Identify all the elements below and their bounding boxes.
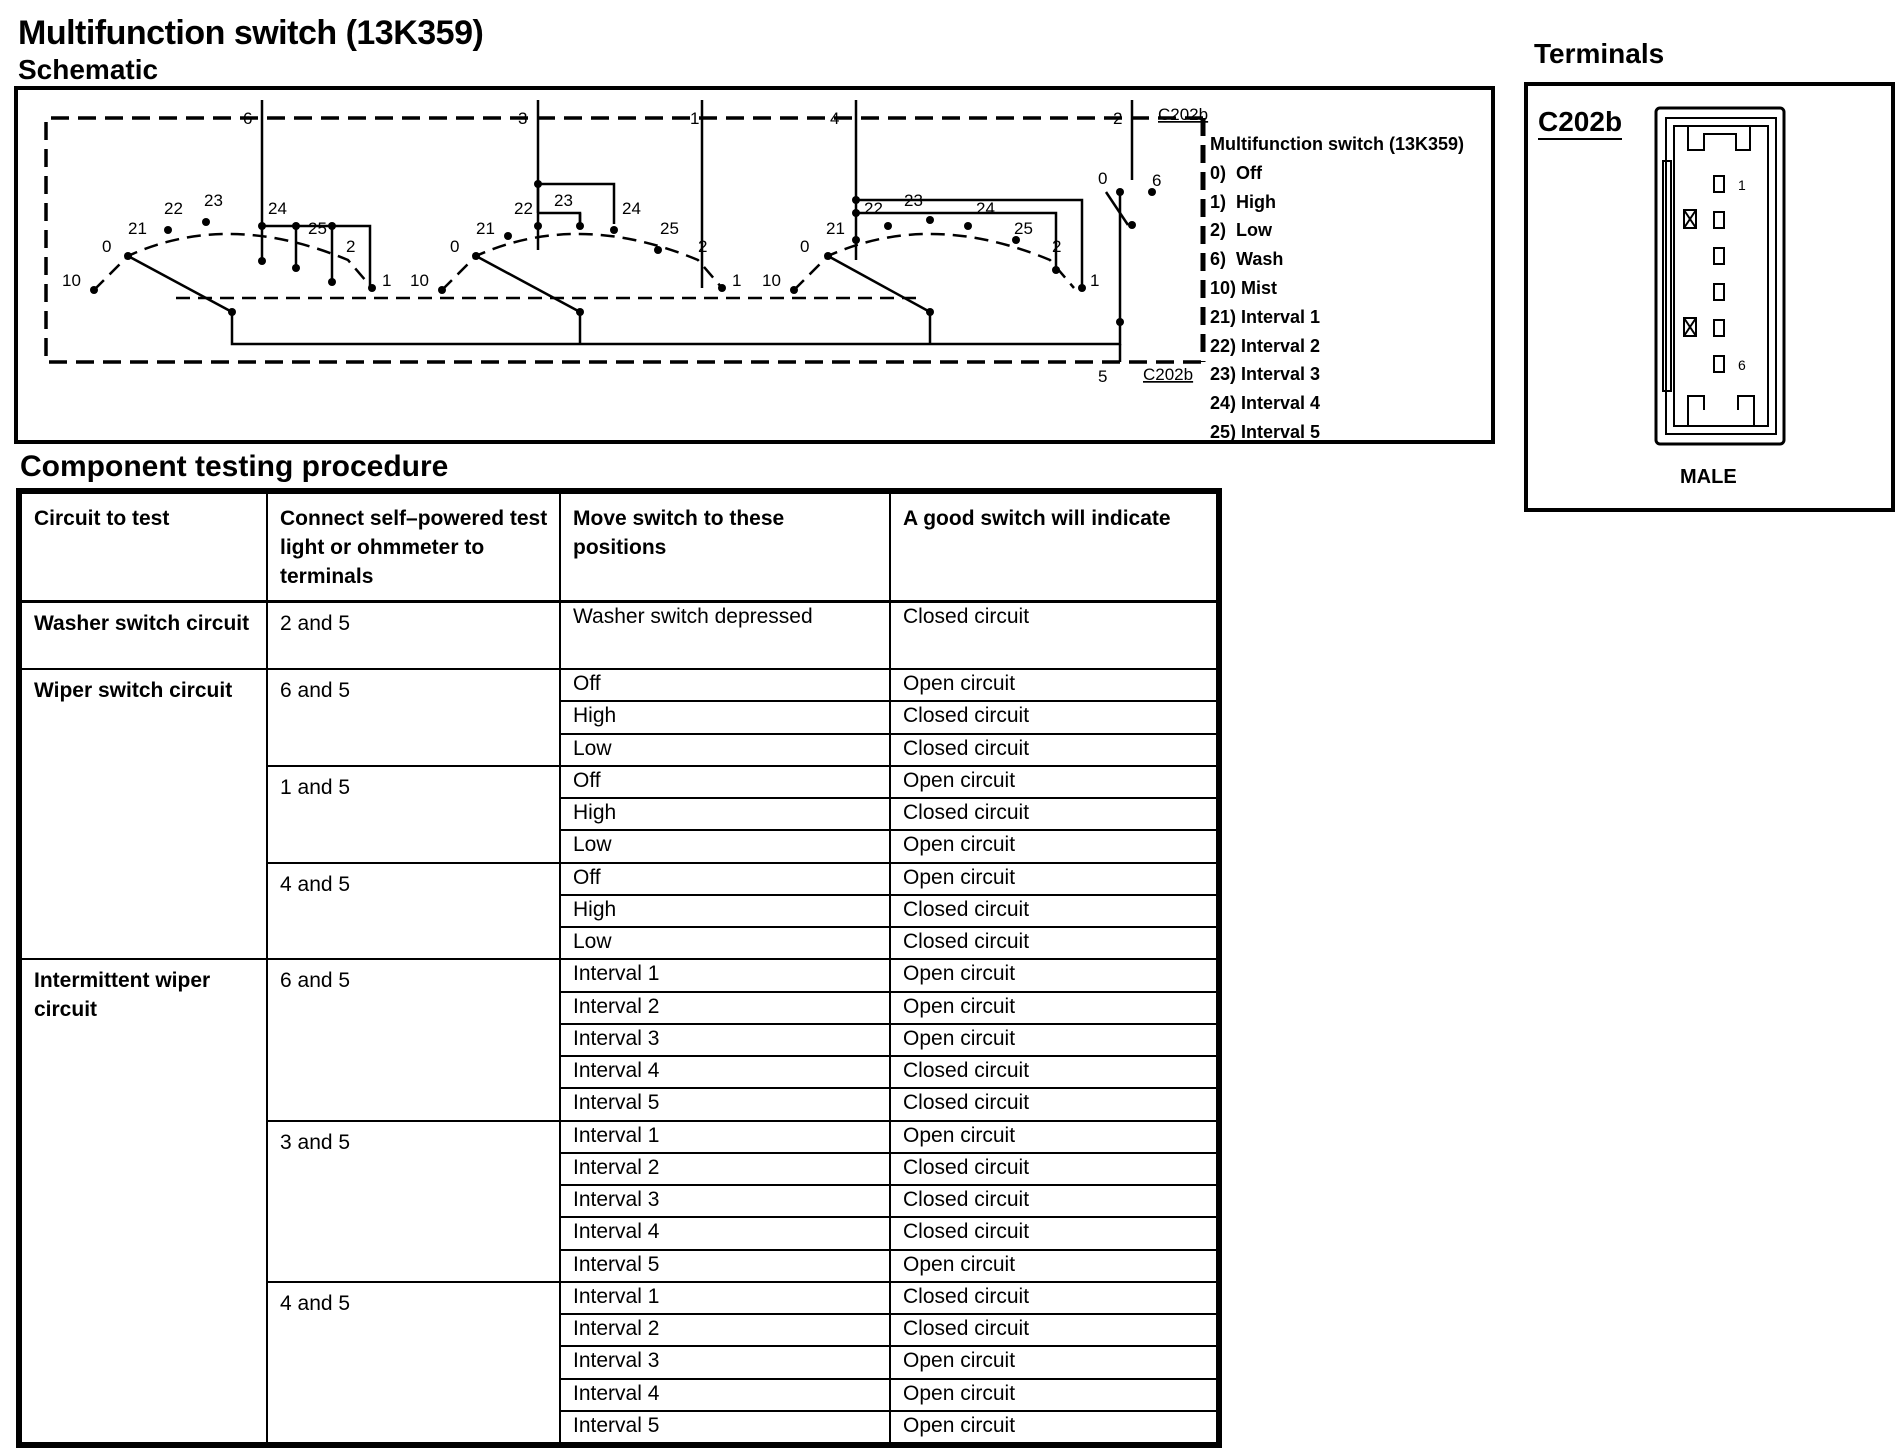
node: [964, 222, 972, 230]
terminals-cell: 4 and 5: [267, 863, 560, 960]
position-label: 22: [864, 199, 883, 218]
result-cell: Closed circuit: [890, 1056, 1217, 1088]
node: [576, 222, 584, 230]
position-label: 25: [660, 219, 679, 238]
node: [438, 286, 446, 294]
result-cell: Open circuit: [890, 669, 1217, 701]
wiper-arm-1: [128, 256, 232, 312]
node: [1078, 284, 1086, 292]
testing-table: [16, 488, 1222, 1448]
result-cell: Open circuit: [890, 959, 1217, 991]
node: [852, 236, 860, 244]
node: [884, 222, 892, 230]
terminal-label: 1: [690, 109, 700, 128]
node: [1116, 318, 1124, 326]
position-cell: Interval 1: [560, 1121, 890, 1153]
position-label: 24: [622, 199, 641, 218]
terminals-cell: 6 and 5: [267, 959, 560, 1120]
legend-item: 2) Low: [1210, 220, 1272, 241]
node: [202, 218, 210, 226]
node: [852, 209, 860, 217]
schematic-diagram: [14, 86, 1495, 444]
position-cell: Off: [560, 766, 890, 798]
position-label: 23: [904, 191, 923, 210]
result-cell: Open circuit: [890, 1411, 1217, 1443]
position-label: 24: [976, 199, 995, 218]
position-label: 0: [102, 237, 112, 256]
node: [1116, 188, 1124, 196]
position-label: 0: [450, 237, 460, 256]
pin-cavity: [1714, 320, 1724, 336]
washer-off-label: 0: [1098, 169, 1108, 188]
position-label: 21: [128, 219, 147, 238]
terminal-label: 3: [518, 109, 528, 128]
node: [292, 264, 300, 272]
result-cell: Closed circuit: [890, 1185, 1217, 1217]
connector-label-top: C202b: [1158, 105, 1209, 124]
node: [292, 222, 300, 230]
node: [824, 252, 832, 260]
node: [368, 284, 376, 292]
node: [926, 308, 934, 316]
table-row: [21, 959, 1217, 991]
position-label: 0: [800, 237, 810, 256]
position-cell: Low: [560, 734, 890, 766]
connector-bottom-latch-right: [1738, 396, 1754, 426]
washer-blade: [1106, 192, 1128, 225]
header-circuit: Circuit to test: [21, 493, 267, 601]
position-cell: Interval 3: [560, 1185, 890, 1217]
position-cell: Interval 2: [560, 1314, 890, 1346]
position-cell: Interval 5: [560, 1411, 890, 1443]
page-title: Multifunction switch (13K359): [18, 14, 484, 52]
position-cell: Interval 1: [560, 1282, 890, 1314]
schematic-heading: Schematic: [18, 54, 159, 85]
terminal-panel: [1524, 82, 1895, 512]
position-cell: Interval 4: [560, 1379, 890, 1411]
position-label: 23: [554, 191, 573, 210]
header-result: A good switch will indicate: [890, 493, 1217, 601]
node: [610, 226, 618, 234]
circuit-cell: Washer switch circuit: [21, 601, 267, 669]
node: [504, 232, 512, 240]
position-label: 25: [1014, 219, 1033, 238]
position-cell: Off: [560, 863, 890, 895]
position-cell: Interval 4: [560, 1217, 890, 1249]
node: [124, 252, 132, 260]
position-cell: Interval 4: [560, 1056, 890, 1088]
terminal-label: 6: [1152, 171, 1162, 190]
position-cell: Low: [560, 927, 890, 959]
position-label: 22: [164, 199, 183, 218]
terminals-cell: 2 and 5: [267, 601, 560, 669]
position-label: 22: [514, 199, 533, 218]
connector-drawing: [1528, 86, 1899, 516]
ground-bus: [232, 312, 1120, 344]
bus-3d: [538, 184, 614, 224]
terminals-cell: 3 and 5: [267, 1121, 560, 1282]
node: [852, 196, 860, 204]
pin-cavity: [1714, 284, 1724, 300]
position-label: 1: [732, 271, 742, 290]
position-cell: Interval 1: [560, 959, 890, 991]
node: [328, 278, 336, 286]
position-label: 1: [382, 271, 392, 290]
terminal-label: 5: [1098, 367, 1108, 386]
result-cell: Closed circuit: [890, 734, 1217, 766]
switch-boundary: [46, 118, 1203, 362]
schematic-legend: [1210, 130, 1464, 447]
position-label: 25: [308, 219, 327, 238]
connector-label-bottom: C202b: [1143, 365, 1194, 384]
result-cell: Open circuit: [890, 1024, 1217, 1056]
node: [790, 286, 798, 294]
connector-gender: MALE: [1680, 466, 1737, 488]
position-label: 2: [346, 237, 356, 256]
connector-top-latch: [1688, 126, 1750, 150]
position-cell: High: [560, 798, 890, 830]
position-cell: Interval 5: [560, 1088, 890, 1120]
node: [534, 222, 542, 230]
node: [654, 246, 662, 254]
pin-cavity: [1714, 176, 1724, 192]
position-label: 2: [698, 237, 708, 256]
terminals-cell: 1 and 5: [267, 766, 560, 863]
node: [926, 216, 934, 224]
result-cell: Open circuit: [890, 992, 1217, 1024]
position-cell: Interval 5: [560, 1250, 890, 1282]
position-label: 10: [762, 271, 781, 290]
legend-item: 23) Interval 3: [1210, 364, 1321, 385]
table-row: [21, 669, 1217, 701]
circuit-cell: Wiper switch circuit: [21, 669, 267, 959]
result-cell: Closed circuit: [890, 895, 1217, 927]
wiper-arm-2: [476, 256, 580, 312]
legend-item: 21) Interval 1: [1210, 306, 1321, 327]
terminals-cell: 6 and 5: [267, 669, 560, 766]
wiper-arm-3: [828, 256, 930, 312]
pin-number-last: 6: [1738, 357, 1746, 373]
node: [258, 257, 266, 265]
node: [576, 308, 584, 316]
pin-cavity: [1714, 356, 1724, 372]
node: [228, 308, 236, 316]
position-cell: Interval 3: [560, 1346, 890, 1378]
result-cell: Closed circuit: [890, 1153, 1217, 1185]
pin-number-first: 1: [1738, 177, 1746, 193]
result-cell: Closed circuit: [890, 798, 1217, 830]
position-cell: Interval 2: [560, 1153, 890, 1185]
result-cell: Open circuit: [890, 766, 1217, 798]
legend-item: 0) Off: [1210, 162, 1262, 183]
position-label: 2: [1052, 237, 1062, 256]
position-cell: Low: [560, 830, 890, 862]
legend-item: 6) Wash: [1210, 249, 1284, 270]
connector-name: C202b: [1538, 106, 1622, 140]
node: [718, 284, 726, 292]
legend-title: Multifunction switch (13K359): [1210, 134, 1465, 154]
result-cell: Closed circuit: [890, 1088, 1217, 1120]
terminal-label: 2: [1113, 109, 1123, 128]
node: [258, 222, 266, 230]
node: [534, 180, 542, 188]
bus-3: [538, 213, 580, 224]
result-cell: Open circuit: [890, 1379, 1217, 1411]
result-cell: Open circuit: [890, 1250, 1217, 1282]
legend-item: 10) Mist: [1210, 277, 1278, 298]
arc-3: [794, 234, 1074, 290]
position-label: 21: [826, 219, 845, 238]
legend-item: 25) Interval 5: [1210, 421, 1321, 442]
node: [90, 286, 98, 294]
result-cell: Open circuit: [890, 1346, 1217, 1378]
arc-2: [442, 234, 722, 290]
position-label: 10: [62, 271, 81, 290]
table-body: [21, 601, 1217, 1443]
result-cell: Open circuit: [890, 830, 1217, 862]
header-terminals: Connect self–powered test light or ohmmeter to terminals: [267, 493, 560, 601]
pin-cavity: [1714, 212, 1724, 228]
terminal-4-wire: [856, 100, 1056, 270]
position-label: 21: [476, 219, 495, 238]
node: [328, 222, 336, 230]
terminal-label: 4: [830, 109, 840, 128]
legend-item: 24) Interval 4: [1210, 393, 1321, 414]
result-cell: Open circuit: [890, 863, 1217, 895]
position-cell: Interval 3: [560, 1024, 890, 1056]
position-cell: Off: [560, 669, 890, 701]
node: [1128, 221, 1136, 229]
table-row: [21, 601, 1217, 669]
testing-procedure-table: [20, 492, 1218, 1444]
terminals-heading: Terminals: [1534, 38, 1665, 69]
connector-inner: [1674, 126, 1768, 426]
position-label: 1: [1090, 271, 1100, 290]
node: [164, 226, 172, 234]
connector-bottom-latch-left: [1688, 396, 1704, 426]
result-cell: Closed circuit: [890, 1282, 1217, 1314]
header-positions: Move switch to these positions: [560, 493, 890, 601]
procedure-heading: Component testing procedure: [20, 450, 449, 483]
position-label: 24: [268, 199, 287, 218]
result-cell: Open circuit: [890, 1121, 1217, 1153]
legend-item: 1) High: [1210, 191, 1276, 212]
position-cell: High: [560, 701, 890, 733]
result-cell: Closed circuit: [890, 601, 1217, 669]
connector-body: [1666, 118, 1776, 434]
terminal-label: 6: [243, 109, 253, 128]
position-cell: Washer switch depressed: [560, 601, 890, 669]
position-cell: High: [560, 895, 890, 927]
result-cell: Closed circuit: [890, 927, 1217, 959]
position-label: 10: [410, 271, 429, 290]
connector-shell: [1656, 108, 1784, 444]
result-cell: Closed circuit: [890, 1314, 1217, 1346]
pin-cavity: [1714, 248, 1724, 264]
result-cell: Closed circuit: [890, 1217, 1217, 1249]
result-cell: Closed circuit: [890, 701, 1217, 733]
circuit-cell: Intermittent wiper circuit: [21, 959, 267, 1443]
node: [1052, 266, 1060, 274]
node: [472, 252, 480, 260]
position-cell: Interval 2: [560, 992, 890, 1024]
position-label: 23: [204, 191, 223, 210]
legend-item: 22) Interval 2: [1210, 335, 1321, 356]
terminals-cell: 4 and 5: [267, 1282, 560, 1443]
